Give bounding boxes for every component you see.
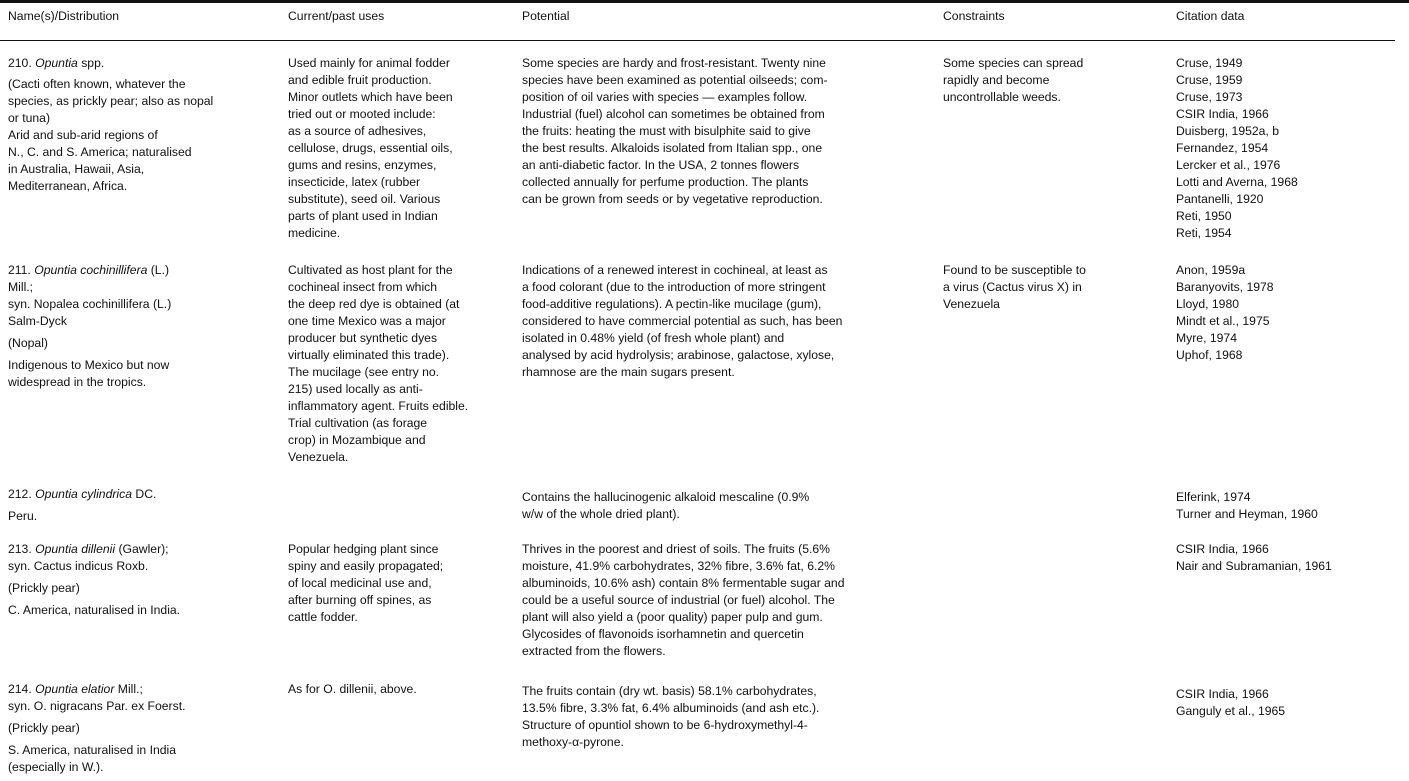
uses-line: of local medicinal use and, — [288, 576, 432, 590]
uses-line: Venezuela. — [288, 450, 349, 464]
uses-line: and edible fruit production. — [288, 73, 432, 87]
uses-cell — [288, 262, 518, 466]
citations-cell — [1176, 55, 1401, 242]
uses-line: gums and resins, enzymes, — [288, 158, 437, 172]
citation: CSIR India, 1966 — [1176, 107, 1269, 121]
potential-line: a food colorant (due to the introduction of more stringent — [522, 280, 826, 294]
citation: Cruse, 1949 — [1176, 56, 1243, 70]
distribution-line: Indigenous to Mexico but now — [8, 358, 170, 372]
citation: Elferink, 1974 — [1176, 490, 1251, 504]
constraints-line: Venezuela — [943, 297, 1000, 311]
distribution-line: widespread in the tropics. — [8, 375, 147, 389]
synonym-line: syn. Nopalea cochinillifera (L.) — [8, 297, 172, 311]
entry-number: 212. — [8, 487, 32, 501]
potential-line: food-additive regulations). A pectin-like mucilage (gum), — [522, 297, 822, 311]
constraints-line: uncontrollable weeds. — [943, 90, 1061, 104]
uses-line: cellulose, drugs, essential oils, — [288, 141, 453, 155]
species-name: Opuntia elatior — [35, 682, 115, 696]
header-potential: Potential — [522, 9, 570, 23]
name-cell — [8, 486, 278, 525]
citation: Reti, 1954 — [1176, 226, 1232, 240]
entry-title — [8, 486, 278, 503]
constraints-line: Some species can spread — [943, 56, 1084, 70]
citation: Reti, 1950 — [1176, 209, 1232, 223]
uses-line: cattle fodder. — [288, 610, 358, 624]
constraints-cell — [943, 262, 1153, 313]
uses-line: producer but synthetic dyes — [288, 331, 438, 345]
name-cell — [8, 262, 278, 391]
species-authority: spp. — [77, 56, 105, 70]
potential-line: w/w of the whole dried plant). — [522, 507, 680, 521]
entry-number: 210. — [8, 56, 32, 70]
uses-line: virtually eliminated this trade). — [288, 348, 450, 362]
uses-line: medicine. — [288, 226, 341, 240]
species-authority: (L.) — [147, 263, 170, 277]
uses-line: cochineal insect from which — [288, 280, 438, 294]
potential-line: moisture, 41.9% carbohydrates, 32% fibre, 3.6% fat, 6.2% — [522, 559, 835, 573]
constraints-line: a virus (Cactus virus X) in — [943, 280, 1082, 294]
potential-line: Structure of opuntiol shown to be 6-hydroxymethyl-4- — [522, 718, 808, 732]
potential-line: The fruits contain (dry wt. basis) 58.1% carbohydrates, — [522, 684, 817, 698]
species-authority: (Gawler); — [115, 542, 169, 556]
citation: Ganguly et al., 1965 — [1176, 704, 1286, 718]
entry-number: 211. — [8, 263, 31, 277]
potential-line: Industrial (fuel) alcohol can sometimes be obtained from — [522, 107, 825, 121]
potential-line: an anti-diabetic factor. In the USA, 2 tonnes flowers — [522, 158, 800, 172]
entry-title — [8, 681, 278, 698]
potential-line: Contains the hallucinogenic alkaloid mescaline (0.9% — [522, 490, 810, 504]
potential-cell — [522, 55, 932, 208]
citation: Cruse, 1959 — [1176, 73, 1243, 87]
uses-line: As for O. dillenii, above. — [288, 682, 417, 696]
potential-cell — [522, 541, 932, 660]
uses-line: Trial cultivation (as forage — [288, 416, 428, 430]
potential-cell — [522, 489, 932, 523]
distribution-line: N., C. and S. America; naturalised — [8, 145, 192, 159]
synonym-line: syn. Cactus indicus Roxb. — [8, 559, 149, 573]
header-rule — [0, 40, 1395, 41]
common-name: (Nopal) — [8, 336, 48, 350]
citation: Baranyovits, 1978 — [1176, 280, 1274, 294]
potential-line: methoxy-α-pyrone. — [522, 735, 624, 749]
entry-number: 213. — [8, 542, 32, 556]
distribution-line: Peru. — [8, 509, 38, 523]
constraints-cell — [943, 55, 1153, 106]
species-authority: DC. — [132, 487, 157, 501]
citation: Mindt et al., 1975 — [1176, 314, 1270, 328]
distribution-line: (especially in W.). — [8, 760, 104, 774]
uses-line: insecticide, latex (rubber — [288, 175, 421, 189]
citations-cell — [1176, 489, 1401, 523]
name-cell — [8, 541, 278, 619]
citations-cell — [1176, 541, 1401, 575]
uses-line: Popular hedging plant since — [288, 542, 439, 556]
potential-line: considered to have commercial potential as such, has been — [522, 314, 843, 328]
potential-line: species have been examined as potential oilseeds; com- — [522, 73, 828, 87]
citation: Lloyd, 1980 — [1176, 297, 1240, 311]
uses-line: one time Mexico was a major — [288, 314, 446, 328]
uses-line: 215) used locally as anti- — [288, 382, 423, 396]
distribution-line: S. America, naturalised in India — [8, 743, 177, 757]
top-rule — [0, 0, 1409, 3]
citation: Lercker et al., 1976 — [1176, 158, 1281, 172]
potential-cell — [522, 683, 932, 751]
citation: CSIR India, 1966 — [1176, 687, 1269, 701]
potential-line: extracted from the flowers. — [522, 644, 666, 658]
potential-line: rhamnose are the main sugars present. — [522, 365, 735, 379]
uses-line: after burning off spines, as — [288, 593, 432, 607]
entry-number: 214. — [8, 682, 32, 696]
uses-line: Cultivated as host plant for the — [288, 263, 453, 277]
common-name: (Prickly pear) — [8, 721, 80, 735]
citation: Cruse, 1973 — [1176, 90, 1243, 104]
citation: CSIR India, 1966 — [1176, 542, 1269, 556]
potential-line: Some species are hardy and frost-resistant. Twenty nine — [522, 56, 826, 70]
potential-line: collected annually for perfume production. The plants — [522, 175, 809, 189]
name-line: Salm-Dyck — [8, 314, 67, 328]
header-name-distribution: Name(s)/Distribution — [8, 9, 120, 23]
citations-cell — [1176, 686, 1401, 720]
entry-title — [8, 541, 278, 558]
potential-cell — [522, 262, 932, 381]
name-line: Mill.; — [8, 280, 34, 294]
potential-line: can be grown from seeds or by vegetative reproduction. — [522, 192, 823, 206]
uses-cell — [288, 681, 518, 698]
uses-cell — [288, 541, 518, 626]
entry-title — [8, 262, 278, 279]
species-name: Opuntia cylindrica — [35, 487, 132, 501]
distribution-line: in Australia, Hawaii, Asia, — [8, 162, 145, 176]
species-name: Opuntia — [35, 56, 78, 70]
citation: Fernandez, 1954 — [1176, 141, 1269, 155]
citation: Nair and Subramanian, 1961 — [1176, 559, 1332, 573]
header-constraints: Constraints — [943, 9, 1005, 23]
uses-line: as a source of adhesives, — [288, 124, 427, 138]
citation: Myre, 1974 — [1176, 331, 1237, 345]
citation: Anon, 1959a — [1176, 263, 1246, 277]
citation: Duisberg, 1952a, b — [1176, 124, 1279, 138]
uses-line: parts of plant used in Indian — [288, 209, 438, 223]
uses-line: crop) in Mozambique and — [288, 433, 426, 447]
uses-line: the deep red dye is obtained (at — [288, 297, 460, 311]
potential-line: isolated in 0.48% yield (of fresh whole plant) and — [522, 331, 785, 345]
uses-line: inflammatory agent. Fruits edible. — [288, 399, 469, 413]
common-name: (Prickly pear) — [8, 581, 80, 595]
citation: Turner and Heyman, 1960 — [1176, 507, 1318, 521]
distribution-line: C. America, naturalised in India. — [8, 603, 181, 617]
species-authority: Mill.; — [114, 682, 143, 696]
constraints-line: rapidly and become — [943, 73, 1050, 87]
uses-line: substitute), seed oil. Various — [288, 192, 441, 206]
uses-cell — [288, 55, 518, 242]
potential-line: plant will also yield a (poor quality) paper pulp and gum. — [522, 610, 823, 624]
name-line: (Cacti often known, whatever the — [8, 77, 186, 91]
synonym-line: syn. O. nigracans Par. ex Foerst. — [8, 699, 186, 713]
uses-line: tried out or mooted include: — [288, 107, 436, 121]
uses-line: Minor outlets which have been — [288, 90, 453, 104]
potential-line: 13.5% fibre, 3.3% fat, 6.4% albuminoids (and ash etc.). — [522, 701, 820, 715]
species-name: Opuntia dillenii — [35, 542, 116, 556]
header-current-past-uses: Current/past uses — [288, 9, 385, 23]
species-name: Opuntia cochinillifera — [34, 263, 148, 277]
citation: Lotti and Averna, 1968 — [1176, 175, 1298, 189]
distribution-line: Mediterranean, Africa. — [8, 179, 128, 193]
entry-title — [8, 55, 278, 72]
potential-line: analysed by acid hydrolysis; arabinose, galactose, xylose, — [522, 348, 835, 362]
potential-line: the best results. Alkaloids isolated from Italian spp., one — [522, 141, 823, 155]
citation: Pantanelli, 1920 — [1176, 192, 1264, 206]
citation: Uphof, 1968 — [1176, 348, 1243, 362]
potential-line: the fruits: heating the must with bisulphite said to give — [522, 124, 811, 138]
header-citation-data: Citation data — [1176, 9, 1245, 23]
potential-line: position of oil varies with species — examples follow. — [522, 90, 808, 104]
name-line: species, as prickly pear; also as nopal — [8, 94, 214, 108]
name-cell — [8, 681, 278, 776]
citations-cell — [1176, 262, 1401, 364]
potential-line: Thrives in the poorest and driest of soils. The fruits (5.6% — [522, 542, 830, 556]
name-cell — [8, 55, 278, 195]
uses-line: Used mainly for animal fodder — [288, 56, 450, 70]
potential-line: albuminoids, 10.6% ash) contain 8% fermentable sugar and — [522, 576, 845, 590]
name-line: or tuna) — [8, 111, 51, 125]
constraints-line: Found to be susceptible to — [943, 263, 1086, 277]
potential-line: could be a useful source of industrial (or fuel) alcohol. The — [522, 593, 835, 607]
distribution-line: Arid and sub-arid regions of — [8, 128, 158, 142]
potential-line: Glycosides of flavonoids isorhamnetin and quercetin — [522, 627, 804, 641]
potential-line: Indications of a renewed interest in cochineal, at least as — [522, 263, 828, 277]
uses-line: The mucilage (see entry no. — [288, 365, 440, 379]
uses-line: spiny and easily propagated; — [288, 559, 444, 573]
